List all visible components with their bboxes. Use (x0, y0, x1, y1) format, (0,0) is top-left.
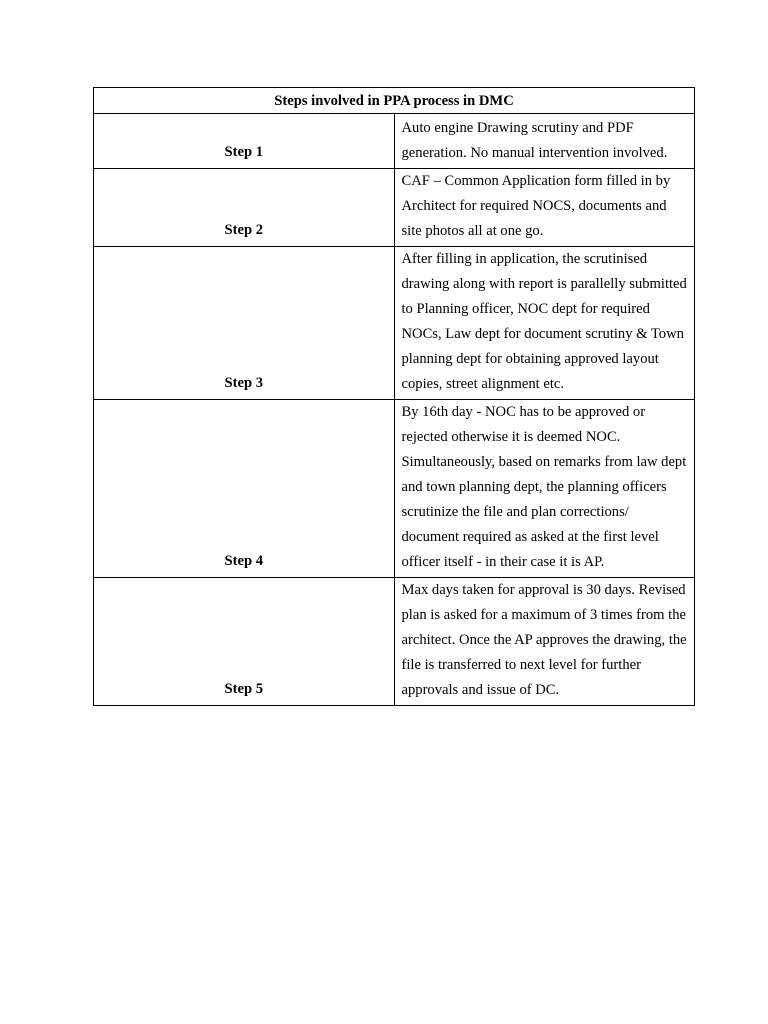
step-description: CAF – Common Application form filled in by Architect for required NOCS, documents and site photos all at one go. (394, 169, 695, 247)
step-label: Step 1 (94, 114, 395, 169)
table-row (94, 578, 695, 706)
step-description: Auto engine Drawing scrutiny and PDF generation. No manual intervention involved. (394, 114, 695, 169)
table-row (94, 114, 695, 169)
step-description: After filling in application, the scrutinised drawing along with report is parallelly submitted to Planning officer, NOC dept for required NOCs, Law dept for document scrutiny & Town planning dept for obtaining approved layout copies, street alignment etc. (394, 247, 695, 400)
steps-table (93, 87, 695, 706)
table-row (94, 247, 695, 400)
step-label: Step 3 (94, 247, 395, 400)
step-label: Step 4 (94, 400, 395, 578)
step-description: Max days taken for approval is 30 days. Revised plan is asked for a maximum of 3 times from the architect. Once the AP approves the drawing, the file is transferred to next level for further approvals and issue of DC. (394, 578, 695, 706)
table-title-row (94, 88, 695, 114)
step-label: Step 5 (94, 578, 395, 706)
table-row (94, 400, 695, 578)
table-row (94, 169, 695, 247)
step-description: By 16th day - NOC has to be approved or rejected otherwise it is deemed NOC. Simultaneously, based on remarks from law dept and town planning dept, the planning officers scrutinize the file and plan corrections/ document required as asked at the first level officer itself - in their case it is AP. (394, 400, 695, 578)
table-title: Steps involved in PPA process in DMC (94, 88, 695, 114)
step-label: Step 2 (94, 169, 395, 247)
